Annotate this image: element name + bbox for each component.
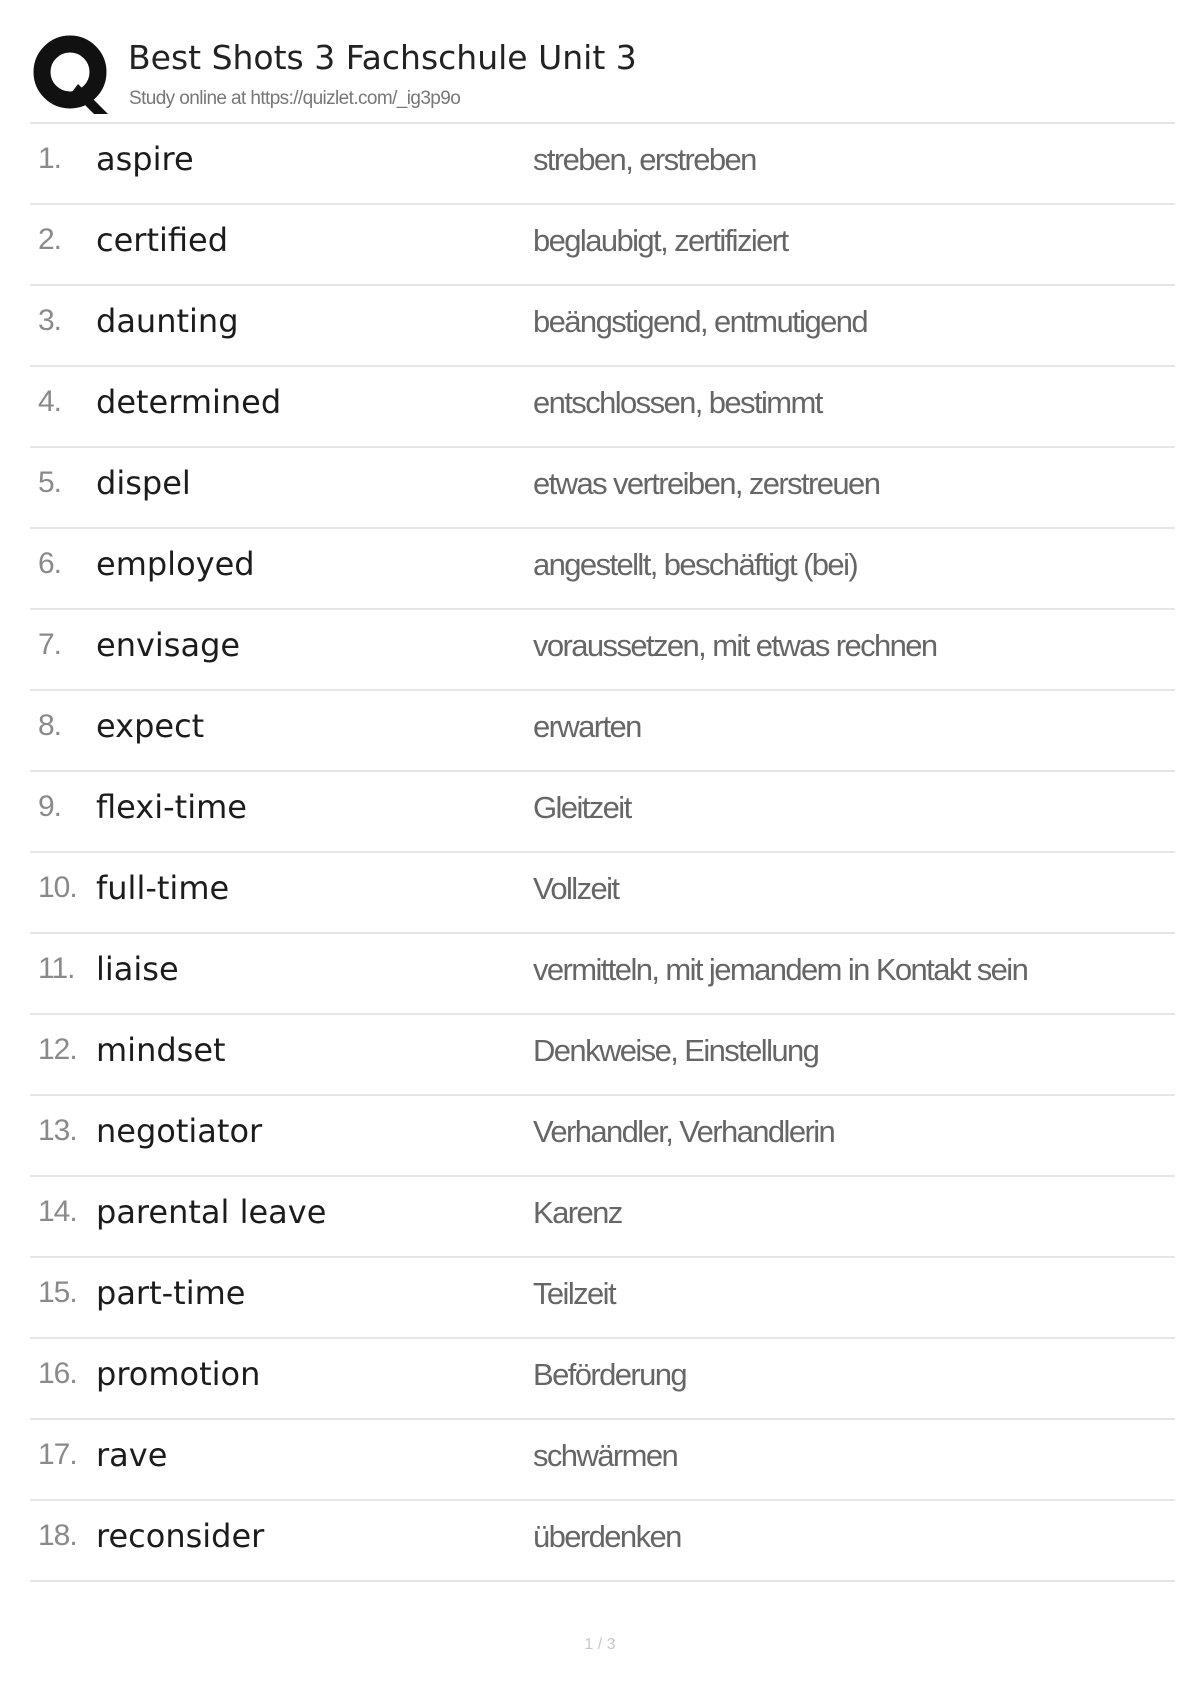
term-definition: Gleitzeit (533, 790, 631, 825)
term-word: employed (96, 545, 255, 583)
term-number: 2. (38, 223, 62, 256)
term-word: negotiator (96, 1112, 263, 1150)
term-number: 7. (38, 628, 62, 661)
term-word: liaise (96, 950, 179, 988)
term-number: 9. (38, 790, 62, 823)
term-number: 8. (38, 709, 62, 742)
term-number: 6. (38, 547, 62, 580)
term-row (30, 853, 1175, 934)
term-row (30, 1096, 1175, 1177)
term-word: reconsider (96, 1517, 265, 1555)
term-definition: Beförderung (533, 1357, 687, 1392)
term-number: 17. (38, 1438, 77, 1471)
term-word: certified (96, 221, 229, 259)
term-definition: entschlossen, bestimmt (533, 385, 822, 420)
term-row (30, 124, 1175, 205)
term-word: mindset (96, 1031, 226, 1069)
term-number: 4. (38, 385, 62, 418)
term-row (30, 448, 1175, 529)
page-title: Best Shots 3 Fachschule Unit 3 (128, 38, 637, 77)
page-header (30, 28, 1175, 124)
term-word: envisage (96, 626, 241, 664)
term-row (30, 772, 1175, 853)
term-row (30, 691, 1175, 772)
term-row (30, 1339, 1175, 1420)
term-number: 10. (38, 871, 77, 904)
term-definition: Karenz (533, 1195, 622, 1230)
term-word: full-time (96, 869, 230, 907)
term-row (30, 529, 1175, 610)
term-word: parental leave (96, 1193, 327, 1231)
term-row (30, 367, 1175, 448)
term-row (30, 1177, 1175, 1258)
term-word: flexi-time (96, 788, 247, 826)
term-number: 14. (38, 1195, 77, 1228)
study-online-link[interactable]: Study online at https://quizlet.com/_ig3p9o (129, 88, 461, 109)
term-word: promotion (96, 1355, 261, 1393)
term-number: 16. (38, 1357, 77, 1390)
term-definition: schwärmen (533, 1438, 678, 1473)
term-number: 18. (38, 1519, 77, 1552)
term-row (30, 1258, 1175, 1339)
term-definition: Verhandler, Verhandlerin (533, 1114, 835, 1149)
term-row (30, 1015, 1175, 1096)
term-definition: überdenken (533, 1519, 681, 1554)
term-list (30, 124, 1175, 1582)
quizlet-logo-icon (32, 34, 112, 114)
term-definition: Teilzeit (533, 1276, 615, 1311)
term-row (30, 286, 1175, 367)
term-definition: erwarten (533, 709, 641, 744)
term-row (30, 205, 1175, 286)
page-indicator: 1 / 3 (584, 1636, 616, 1653)
term-number: 15. (38, 1276, 77, 1309)
term-definition: streben, erstreben (533, 142, 756, 177)
term-row (30, 1501, 1175, 1582)
term-definition: etwas vertreiben, zerstreuen (533, 466, 880, 501)
term-definition: Denkweise, Einstellung (533, 1033, 819, 1068)
term-number: 13. (38, 1114, 77, 1147)
term-number: 3. (38, 304, 62, 337)
term-word: daunting (96, 302, 239, 340)
term-definition: voraussetzen, mit etwas rechnen (533, 628, 937, 663)
term-definition: angestellt, beschäftigt (bei) (533, 547, 858, 582)
term-word: rave (96, 1436, 168, 1474)
term-row (30, 1420, 1175, 1501)
term-definition: beängstigend, entmutigend (533, 304, 868, 339)
term-word: aspire (96, 140, 194, 178)
term-word: dispel (96, 464, 191, 502)
term-word: part-time (96, 1274, 246, 1312)
term-definition: beglaubigt, zertifiziert (533, 223, 788, 258)
term-word: expect (96, 707, 205, 745)
term-word: determined (96, 383, 282, 421)
term-number: 11. (38, 952, 75, 985)
term-number: 12. (38, 1033, 77, 1066)
term-row (30, 610, 1175, 691)
term-number: 1. (38, 142, 62, 175)
term-definition: Vollzeit (533, 871, 619, 906)
term-definition: vermitteln, mit jemandem in Kontakt sein (533, 952, 1028, 987)
term-number: 5. (38, 466, 62, 499)
term-row (30, 934, 1175, 1015)
